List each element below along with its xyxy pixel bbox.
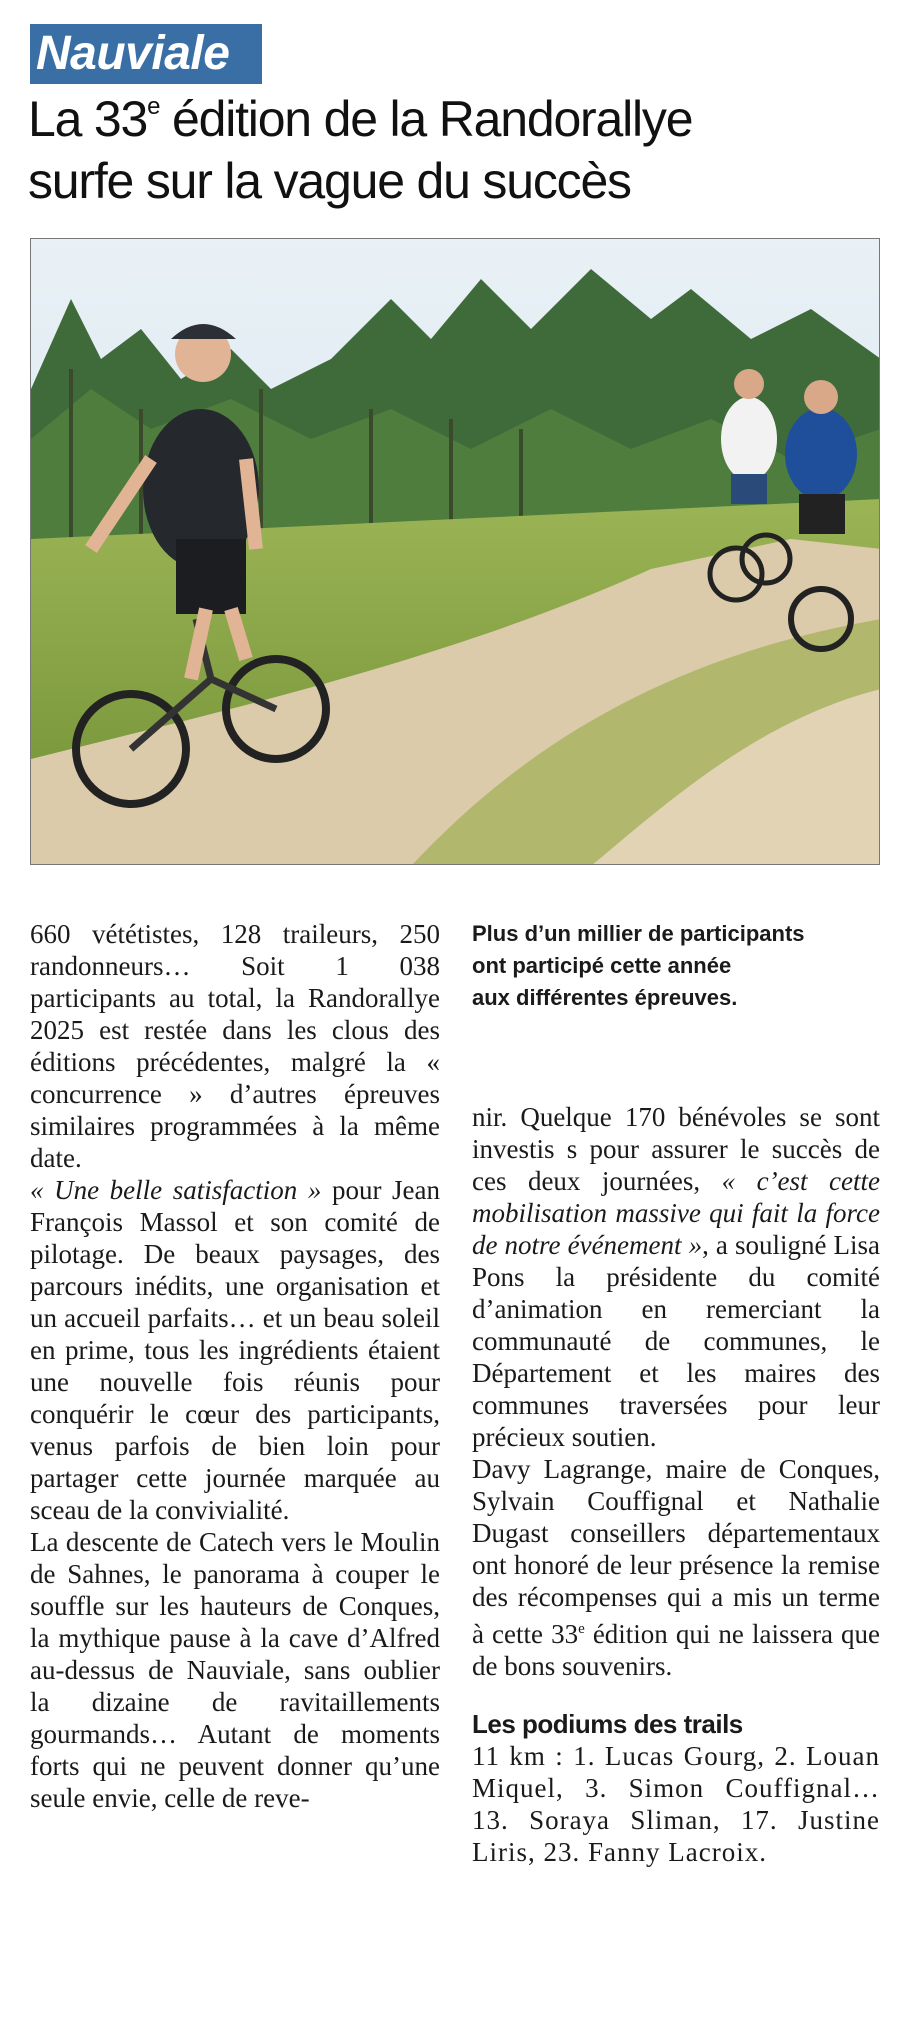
article-column-left — [30, 918, 440, 1814]
caption-line: ont participé cette année — [472, 953, 732, 978]
awards-text-start: Davy Lagrange, maire de Conques, Sylvain Couffignal et Nathalie Dugast conseillers départementaux ont honoré de leur présence la remise des récompenses qui a mis un terme à cette 33 — [472, 1454, 880, 1649]
photo-icon — [31, 239, 880, 865]
caption-line: Plus d’un millier de participants — [472, 921, 805, 946]
caption-line: aux différentes épreuves. — [472, 985, 738, 1010]
awards-text-end: édition qui ne laissera que de bons souvenirs. — [472, 1619, 880, 1681]
headline-line1-end: édition de la Randorallye — [159, 91, 693, 147]
paragraph-intro: 660 vététistes, 128 traileurs, 250 randonneurs… Soit 1 038 participants au total, la Randorallye 2025 est restée dans les clous des éditions précédentes, malgré la « concurrence » d’autres épreuves similaires programmées à la même date. — [30, 919, 440, 1173]
volunteers-text-start: nir. Quelque 170 bénévoles se sont investis s pour assurer le succès de ces deux journées, — [472, 1102, 880, 1196]
article-photo — [30, 238, 880, 865]
edition-superscript: e — [578, 1621, 585, 1637]
quote-satisfaction: « Une belle satisfaction » — [30, 1175, 322, 1205]
podiums-subheading: Les podiums des trails — [472, 1709, 743, 1739]
paragraph-awards — [472, 1453, 880, 1682]
paragraph-volunteers — [472, 1101, 880, 1453]
headline-superscript: e — [147, 93, 160, 120]
podiums-results: 11 km : 1. Lucas Gourg, 2. Louan Miquel, 3. Simon Couffignal… 13. Soraya Sliman, 17. Justine Liris, 23. Fanny Lacroix. — [472, 1741, 880, 1867]
paragraph-satisfaction-text: pour Jean François Massol et son comité de pilotage. De beaux paysages, des parcours inédits, une organisation et un accueil parfaits… et un beau soleil en prime, tous les ingrédients étaient une nouvelle fois réunis pour conquérir le cœur des participants, venus parfois de bien loin pour partager cette journée marquée au sceau de la convivialité. — [30, 1175, 440, 1525]
quote-mobilisation: « c’est cette mobilisation massive qui fait la force de notre événement » — [472, 1166, 880, 1260]
paragraph-satisfaction — [30, 1174, 440, 1526]
article-column-right — [472, 1101, 880, 1868]
headline — [28, 88, 888, 212]
headline-line1-start: La 33 — [28, 91, 148, 147]
headline-line2: surfe sur la vague du succès — [28, 153, 631, 209]
paragraph-highlights: La descente de Catech vers le Moulin de Sahnes, le panorama à couper le souffle sur les hauteurs de Conques, la mythique pause à la cave d’Alfred au-dessus de Nauviale, sans oublier la dizaine de ravitaillements gourmands… Autant de moments forts qui ne peuvent donner qu’une seule envie, celle de reve- — [30, 1527, 440, 1813]
photo-caption — [472, 918, 872, 1014]
section-kicker: Nauviale — [30, 24, 262, 84]
volunteers-text-end: , a souligné Lisa Pons la présidente du comité d’animation en remerciant la communauté de communes, le Département et les maires des communes traversées pour leur précieux soutien. — [472, 1230, 880, 1452]
headline-line1 — [28, 91, 692, 147]
